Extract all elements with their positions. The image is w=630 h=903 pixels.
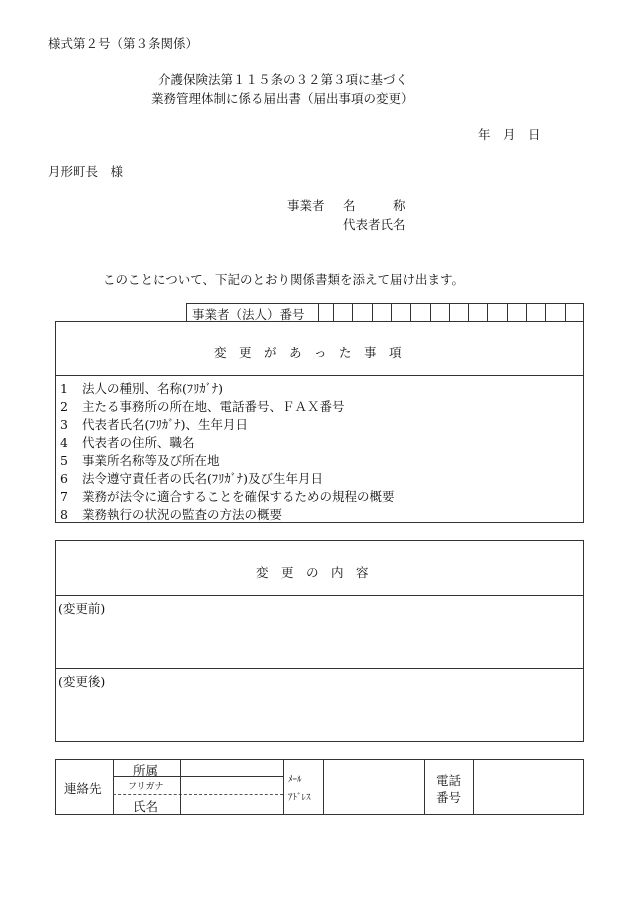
- business-name-label: 名 称: [343, 198, 406, 213]
- date-label: 年 月 日: [478, 127, 541, 142]
- corp-number-digit-cell[interactable]: [352, 303, 353, 321]
- change-items-divider: [55, 375, 584, 376]
- list-item-text: 代表者の住所、職名: [82, 435, 195, 450]
- contact-divider-v5: [424, 759, 425, 815]
- corp-number-digit-cell[interactable]: [565, 303, 566, 321]
- contact-divider-v3: [283, 759, 284, 815]
- change-content-divider-2: [55, 668, 584, 669]
- corp-number-digit-cell[interactable]: [372, 303, 373, 321]
- contact-name-label: 氏名: [133, 799, 159, 814]
- contact-divider-v6: [473, 759, 474, 815]
- list-item-text: 事業所名称等及び所在地: [82, 453, 220, 468]
- list-item-number: 3: [60, 417, 68, 432]
- contact-divider-h1: [113, 776, 283, 777]
- list-item-text: 業務執行の状況の監査の方法の概要: [82, 507, 283, 522]
- list-item-number: 1: [60, 381, 68, 396]
- before-label: (変更前): [58, 601, 106, 616]
- list-item-number: 8: [60, 507, 68, 522]
- change-content-header: 変 更 の 内 容: [256, 565, 369, 580]
- list-item: [60, 487, 395, 505]
- contact-divider-v1: [113, 759, 114, 815]
- corp-number-digit-cell[interactable]: [410, 303, 411, 321]
- list-item: [60, 397, 345, 415]
- list-item-text: 代表者氏名(ﾌﾘｶﾞﾅ)、生年月日: [82, 417, 249, 432]
- title-line-2: 業務管理体制に係る届出書（届出事項の変更）: [151, 91, 414, 106]
- list-item-text: 主たる事務所の所在地、電話番号、ＦＡＸ番号: [82, 399, 345, 414]
- list-item: [60, 415, 248, 433]
- corp-number-label: 事業者（法人）番号: [192, 307, 305, 322]
- list-item: [60, 379, 223, 397]
- business-label: 事業者: [287, 198, 325, 213]
- corp-number-digit-cell[interactable]: [526, 303, 527, 321]
- affiliation-label: 所属: [133, 763, 159, 778]
- addressee: 月形町長 様: [48, 164, 124, 179]
- title-line-1: 介護保険法第１１５条の３２第３項に基づく: [158, 72, 409, 87]
- corp-number-digit-cell[interactable]: [318, 303, 319, 321]
- list-item-number: 2: [60, 399, 68, 414]
- phone-label-1: 電話: [436, 773, 462, 788]
- list-item: [60, 433, 195, 451]
- list-item: [60, 451, 220, 469]
- contact-divider-v4: [323, 759, 324, 815]
- corp-number-digit-cell[interactable]: [468, 303, 469, 321]
- list-item-number: 7: [60, 489, 68, 504]
- list-item: [60, 469, 323, 487]
- list-item-number: 6: [60, 471, 68, 486]
- corp-number-digit-cell[interactable]: [391, 303, 392, 321]
- corp-number-digit-cell[interactable]: [333, 303, 334, 321]
- corp-number-digit-cell[interactable]: [430, 303, 431, 321]
- intro-text: このことについて、下記のとおり関係書類を添えて届け出ます。: [103, 272, 465, 287]
- list-item-text: 法人の種別、名称(ﾌﾘｶﾞﾅ): [82, 381, 224, 396]
- change-items-header: 変 更 が あ っ た 事 項: [214, 345, 402, 360]
- corp-number-digit-cell[interactable]: [487, 303, 488, 321]
- representative-label: 代表者氏名: [343, 217, 406, 232]
- list-item-number: 5: [60, 453, 68, 468]
- phone-label-2: 番号: [436, 790, 462, 805]
- change-content-divider-1: [55, 595, 584, 596]
- form-number: 様式第２号（第３条関係）: [48, 36, 199, 51]
- after-label: (変更後): [58, 674, 106, 689]
- list-item-text: 法令遵守責任者の氏名(ﾌﾘｶﾞﾅ)及び生年月日: [82, 471, 324, 486]
- list-item-text: 業務が法令に適合することを確保するための規程の概要: [82, 489, 395, 504]
- furigana-label: フリガナ: [128, 782, 164, 792]
- list-item: [60, 505, 282, 523]
- corp-number-digit-cell[interactable]: [545, 303, 546, 321]
- contact-divider-v2: [180, 759, 181, 815]
- contact-label: 連絡先: [64, 781, 102, 796]
- mail-label-2: ｱﾄﾞﾚｽ: [288, 793, 311, 803]
- contact-divider-dashed: [113, 794, 283, 795]
- list-item-number: 4: [60, 435, 68, 450]
- mail-label-1: ﾒｰﾙ: [288, 775, 302, 785]
- corp-number-digit-cell[interactable]: [507, 303, 508, 321]
- corp-number-digit-cell[interactable]: [449, 303, 450, 321]
